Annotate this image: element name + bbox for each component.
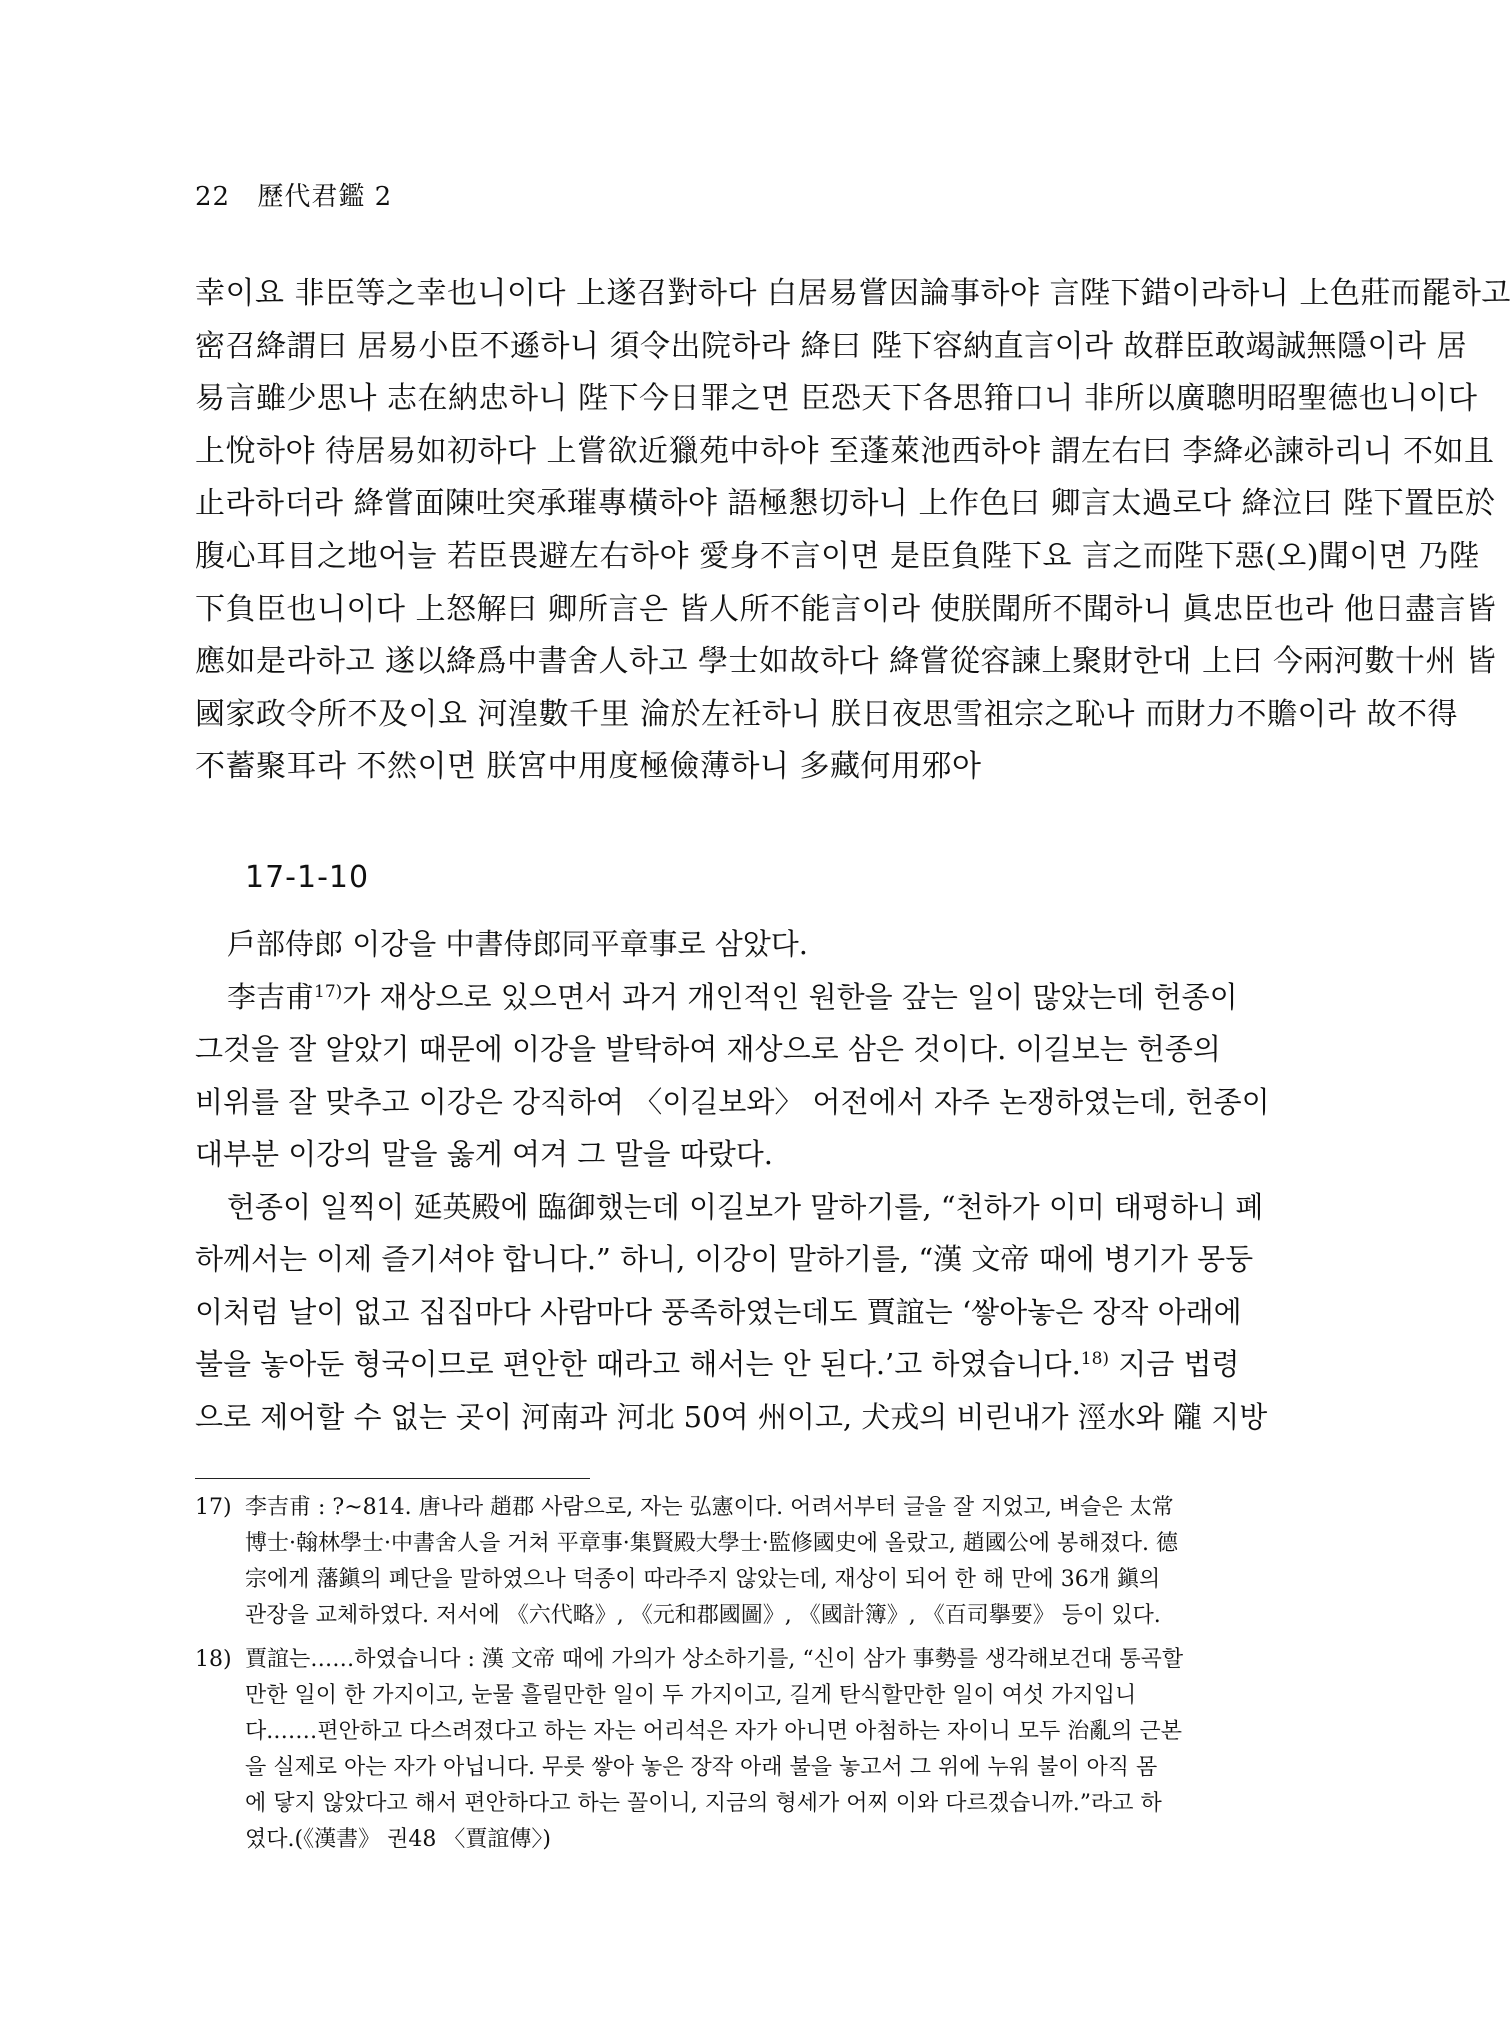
footnote-18 (195, 1642, 1295, 1858)
chinese-line: 腹心耳目之地어늘 若臣畏避左右하야 愛身不言이면 是臣負陛下요 言之而陛下惡(오)聞이면 乃陛 (195, 538, 1480, 574)
footnote-text: 을 실제로 아는 자가 아닙니다. 무릇 쌓아 놓은 장작 아래 불을 놓고서 그 위에 누워 불이 아직 몸 (245, 1755, 1158, 1780)
chinese-line: 上悅하야 待居易如初하다 上嘗欲近獵苑中하야 至蓬萊池西하야 謂左右曰 李絳必諫하리니 不如且 (195, 433, 1495, 469)
translation-line (195, 1338, 1290, 1391)
translation-line: 戶部侍郎 이강을 中書侍郎同平章事로 삼았다. (227, 927, 808, 961)
chinese-line: 應如是라하고 遂以絳爲中書舍人하고 學士如故하다 絳嘗從容諫上聚財한대 上曰 今兩河數十州 皆 (195, 644, 1497, 680)
footnote-17 (195, 1490, 1295, 1634)
footnote-text: 賈誼는……하였습니다 : 漢 文帝 때에 가의가 상소하기를, “신이 삼가 事勢를 생각해보건대 통곡할 (245, 1647, 1184, 1672)
line-text: 불을 놓아둔 형국이므로 편안한 때라고 해서는 안 된다.’고 하였습니다. (195, 1347, 1081, 1381)
footnote-text: 李吉甫 : ?~814. 唐나라 趙郡 사람으로, 자는 弘憲이다. 어려서부터 글을 잘 지었고, 벼슬은 太常 (245, 1495, 1174, 1520)
chinese-line: 止라하더라 絳嘗面陳吐突承璀專橫하야 語極懇切하니 上作色曰 卿言太過로다 絳泣曰 陛下置臣於 (195, 486, 1496, 522)
footnote-number: 17) (195, 1495, 232, 1520)
chinese-line: 幸이요 非臣等之幸也니이다 上遂召對하다 白居易嘗因論事하야 言陛下錯이라하니 上色莊而罷하고 (195, 276, 1511, 311)
footnote-ref-17[interactable]: 17) (314, 981, 343, 1002)
translation-line: 이처럼 날이 없고 집집마다 사람마다 풍족하였는데도 賈誼는 ‘쌓아놓은 장작 아래에 (195, 1294, 1242, 1329)
footnote-text: 다.……편안하고 다스려졌다고 하는 자는 어리석은 자가 아니면 아첨하는 자이니 모두 治亂의 근본 (245, 1719, 1182, 1744)
footnote-text: 였다.(《漢書》 권48 〈賈誼傳〉) (245, 1827, 551, 1852)
chinese-line: 下負臣也니이다 上怒解曰 卿所言은 皆人所不能言이라 使朕聞所不聞하니 眞忠臣也라 他日盡言皆 (195, 591, 1497, 627)
footnote-number: 18) (195, 1647, 232, 1672)
translation-line: 헌종이 일찍이 延英殿에 臨御했는데 이길보가 말하기를, “천하가 이미 태평하니 폐 (227, 1189, 1264, 1224)
translation-line: 하께서는 이제 즐기셔야 합니다.” 하니, 이강이 말하기를, “漢 文帝 때에 병기가 몽둥 (195, 1242, 1254, 1276)
line-text: 지금 법령 (1109, 1347, 1240, 1381)
classical-chinese-text (195, 268, 1511, 794)
korean-translation (195, 918, 1290, 1443)
footnote-ref-18[interactable]: 18) (1080, 1349, 1110, 1369)
page-number: 22 (195, 182, 231, 212)
translation-line: 으로 제어할 수 없는 곳이 河南과 河北 50여 州이고, 犬戎의 비린내가 涇水와 隴 지방 (195, 1399, 1268, 1434)
chinese-line: 易言雖少思나 志在納忠하니 陛下今日罪之면 臣恐天下各思箝口니 非所以廣聰明昭聖德也니이다 (195, 381, 1478, 417)
chinese-line: 不蓄聚耳라 不然이면 朕宮中用度極儉薄하니 多藏何用邪아 (195, 749, 982, 785)
chinese-line: 國家政令所不及이요 河湟數千里 淪於左衽하니 朕日夜思雪祖宗之恥나 而財力不贍이라 故不得 (195, 696, 1459, 732)
translation-line (195, 971, 1290, 1024)
page-header (195, 176, 392, 213)
book-title: 歷代君鑑 2 (257, 182, 393, 212)
translation-line: 대부분 이강의 말을 옳게 여겨 그 말을 따랐다. (195, 1137, 773, 1171)
footnote-text: 관장을 교체하였다. 저서에 《六代略》, 《元和郡國圖》, 《國計簿》, 《百司擧要》 등이 있다. (245, 1603, 1161, 1628)
footnote-divider (195, 1478, 590, 1479)
translation-line: 그것을 잘 알았기 때문에 이강을 발탁하여 재상으로 삼은 것이다. 이길보는 헌종의 (195, 1032, 1221, 1066)
chinese-line: 密召絳謂曰 居易小臣不遜하니 須令出院하라 絳曰 陛下容納直言이라 故群臣敢竭誠無隱이라 居 (195, 328, 1468, 364)
section-number: 17-1-10 (245, 860, 370, 895)
footnote-text: 만한 일이 한 가지이고, 눈물 흘릴만한 일이 두 가지이고, 길게 탄식할만한 일이 여섯 가지입니 (245, 1683, 1137, 1708)
translation-line: 비위를 잘 맞추고 이강은 강직하여 〈이길보와〉 어전에서 자주 논쟁하였는데, 헌종이 (195, 1084, 1270, 1119)
footnotes (195, 1490, 1295, 1866)
line-text: 가 재상으로 있으면서 과거 개인적인 원한을 갚는 일이 많았는데 헌종이 (342, 979, 1238, 1014)
footnote-text: 에 닿지 않았다고 해서 편안하다고 하는 꼴이니, 지금의 형세가 어찌 이와 다르겠습니까.”라고 하 (245, 1791, 1162, 1816)
name-text: 李吉甫 (227, 979, 315, 1014)
footnote-text: 博士·翰林學士·中書舍人을 거쳐 平章事·集賢殿大學士·監修國史에 올랐고, 趙國公에 봉해졌다. 德 (245, 1531, 1178, 1556)
footnote-text: 宗에게 藩鎭의 폐단을 말하였으나 덕종이 따라주지 않았는데, 재상이 되어 한 해 만에 36개 鎭의 (245, 1567, 1161, 1592)
